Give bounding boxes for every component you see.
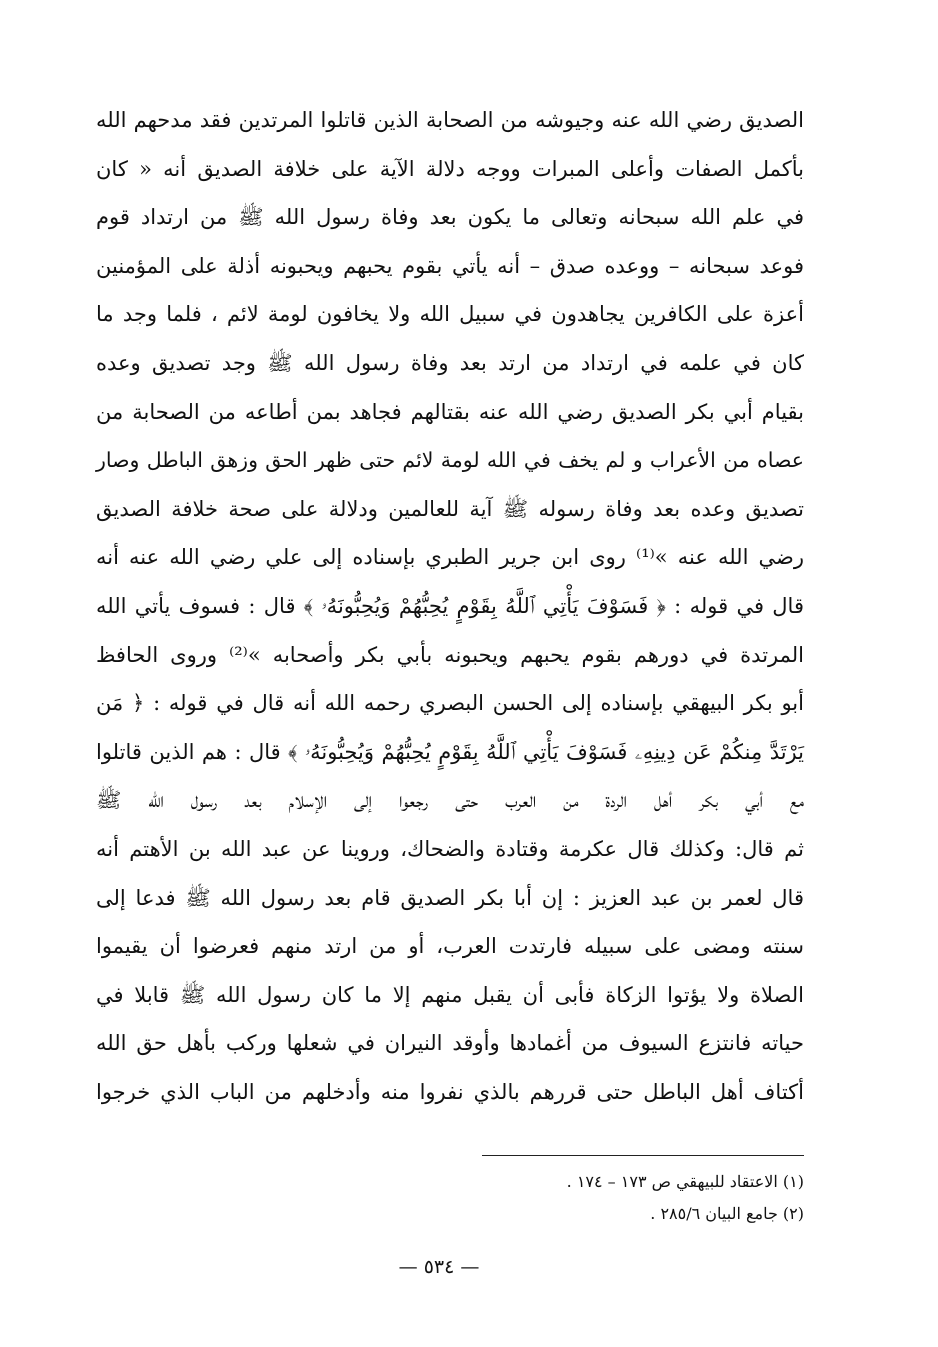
body-line: أبو بكر البيهقي بإسناده إلى الحسن البصري رحمه الله أنه قال في قوله : ﴿ مَن [96, 691, 804, 716]
body-line: فوعد سبحانه – ووعده صدق – أنه يأتي بقوم يحبهم ويحبونه أذلة على المؤمنين [96, 253, 804, 278]
footnote-separator [482, 1155, 804, 1156]
body-line: الصلاة ولا يؤتوا الزكاة فأبى أن يقبل منهم إلا ما كان رسول الله ﷺ قابلا في [96, 982, 804, 1007]
body-line: قال في قوله : ﴿ فَسَوْفَ يَأْتِي ٱللَّهُ بِقَوْمٍ يُحِبُّهُمْ وَيُحِبُّونَهُۥ ﴾ قال : فسوف يأتي الله [96, 593, 804, 618]
footnotes [424, 1166, 804, 1230]
body-line: أكتاف أهل الباطل حتى قررهم بالذي نفروا منه وأدخلهم من الباب الذي خرجوا [96, 1079, 804, 1104]
body-line: أعزة على الكافرين يجاهدون في سبيل الله ولا يخافون لومة لائم ، فلما وجد ما [96, 302, 804, 327]
body-line: عصاه من الأعراب و لم يخف في الله لومة لائم حتى ظهر الحق وزهق الباطل وصار [96, 448, 804, 473]
body-line: كان في علمه في ارتداد من ارتد بعد وفاة رسول الله ﷺ وجد تصديق وعده [96, 350, 804, 375]
footnote: (٢) جامع البيان ٢٨٥/٦ . [650, 1204, 804, 1223]
body-line: بقيام أبي بكر الصديق رضي الله عنه بقتالهم فجاهد بمن أطاعه من الصحابة من [96, 399, 804, 424]
body-text [96, 96, 804, 1116]
body-line: تصديق وعده بعد وفاة رسوله ﷺ آية للعالمين ودلالة على صحة خلافة الصديق [96, 496, 804, 521]
body-line: بأكمل الصفات وأعلى المبرات ووجه دلالة الآية على خلافة الصديق أنه « كان [96, 156, 804, 181]
body-line: قال لعمر بن عبد العزيز : إن أبا بكر الصديق قام بعد رسول الله ﷺ فدعا إلى [96, 885, 804, 910]
page-number: — ٥٣٤ — [398, 1256, 480, 1278]
body-line: حياته فانتزع السيوف من أغمادها وأوقد النيران في شعلها وركب بأهل حق الله [96, 1031, 804, 1056]
body-line: سنته ومضى على سبيله فارتدت العرب، أو من ارتد منهم فعرضوا أن يقيموا [96, 934, 804, 959]
footnote: (١) الاعتقاد للبيهقي ص ١٧٣ – ١٧٤ . [566, 1172, 804, 1191]
body-line: ثم قال: وكذلك قال عكرمة وقتادة والضحاك، وروينا عن عبد الله بن الأهتم أنه [96, 836, 804, 861]
body-line: الصديق رضي الله عنه وجيوشه من الصحابة الذين قاتلوا المرتدين فقد مدحهم الله [96, 108, 804, 132]
body-line: المرتدة في دورهم بقوم يحبهم ويحبونه بأبي بكر وأصحابه »⁽²⁾ وروى الحافظ [96, 642, 804, 667]
body-line: رضي الله عنه »⁽¹⁾ روى ابن جرير الطبري بإسناده إلى علي رضي الله عنه أنه [96, 545, 805, 570]
body-line: يَرْتَدَّ مِنكُمْ عَن دِينِهِۦ فَسَوْفَ يَأْتِي ٱللَّهُ بِقَوْمٍ يُحِبُّهُمْ وَيُحِبُّونَهُۥ ﴾ قال : هم الذين قاتلوا [96, 739, 804, 764]
body-line: مع أبي بكر أهل الردة من العرب حتى رجعوا إلى الإسلام بعد رسول الله ﷺ [96, 788, 804, 813]
body-line: في علم الله سبحانه وتعالى ما يكون بعد وفاة رسول الله ﷺ من ارتداد قوم [96, 205, 804, 230]
